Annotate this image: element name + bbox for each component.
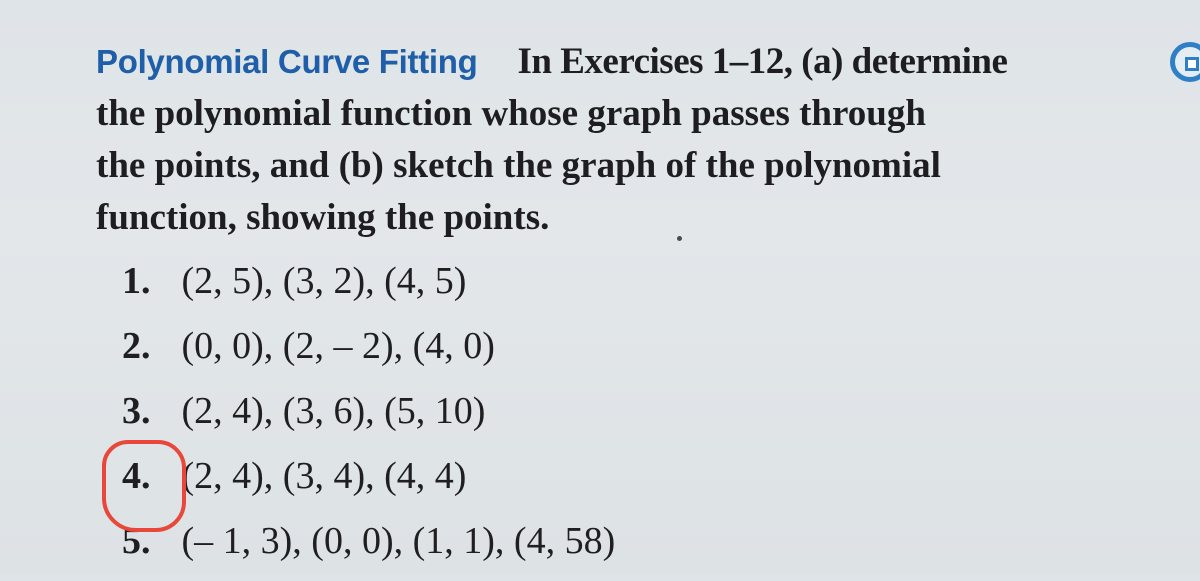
instructions-line-4: function, showing the points. bbox=[96, 197, 550, 238]
exercise-number: 2. bbox=[122, 325, 151, 367]
speck bbox=[677, 236, 682, 241]
exercise-number: 1. bbox=[122, 260, 151, 302]
instructions-line-3: the points, and (b) sketch the graph of the polynomial bbox=[96, 145, 941, 186]
exercise-points: (2, 5), (3, 2), (4, 5) bbox=[181, 260, 467, 302]
exercise-number: 4. bbox=[122, 455, 151, 497]
exercise-points: (0, 0), (2, – 2), (4, 0) bbox=[181, 325, 495, 367]
exercise-item bbox=[122, 321, 615, 386]
instructions-block bbox=[96, 36, 1146, 244]
exercise-points: (2, 4), (3, 6), (5, 10) bbox=[181, 390, 486, 432]
page-icon bbox=[1170, 42, 1200, 82]
exercise-item bbox=[122, 386, 615, 451]
section-title: Polynomial Curve Fitting bbox=[96, 43, 478, 80]
instructions-line-1 bbox=[96, 36, 1146, 88]
exercise-points: (– 1, 3), (0, 0), (1, 1), (4, 58) bbox=[181, 520, 616, 562]
page-icon-inner bbox=[1185, 57, 1199, 71]
exercise-item bbox=[122, 516, 615, 581]
exercise-item bbox=[122, 256, 615, 321]
instructions-line-2: the polynomial function whose graph passes through bbox=[96, 93, 926, 134]
exercise-list bbox=[122, 256, 615, 581]
exercise-number: 3. bbox=[122, 390, 151, 432]
red-circle-annotation bbox=[102, 440, 186, 532]
exercise-item bbox=[122, 451, 615, 516]
instructions-text-1: In Exercises 1–12, (a) determine bbox=[517, 41, 1008, 82]
exercise-points: (2, 4), (3, 4), (4, 4) bbox=[181, 455, 467, 497]
exercise-number: 5. bbox=[122, 520, 151, 562]
